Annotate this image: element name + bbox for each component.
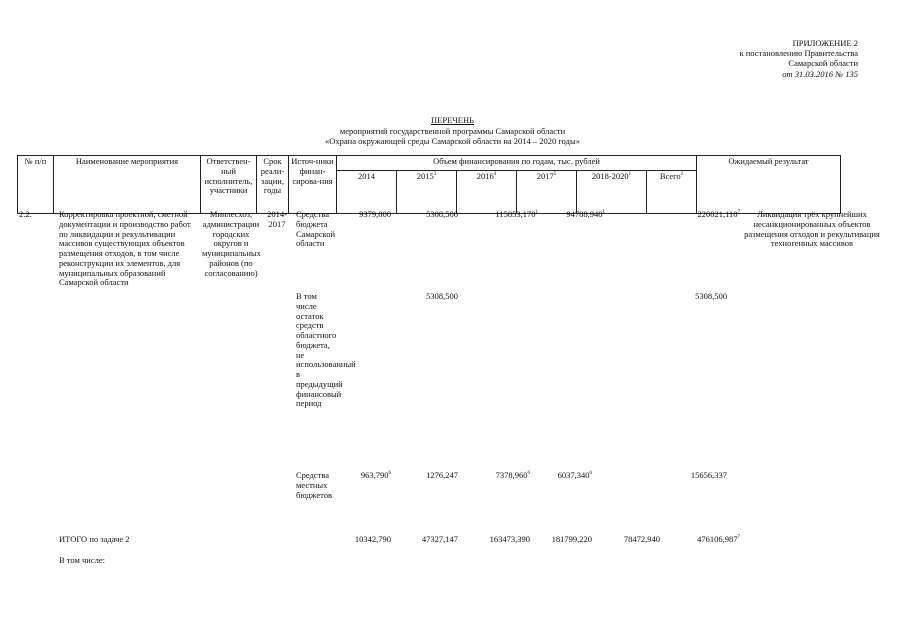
heading-subtitle: мероприятий государственной программы Самарской области <box>339 125 566 136</box>
heading-title: ПЕРЕЧЕНЬ <box>431 115 474 125</box>
value-2016: 7378,960$^6$ <box>495 470 530 480</box>
value-2017: 6037,340$^6$ <box>557 470 592 480</box>
col-responsible-header: Ответствен-ный исполнитель, участники <box>201 156 257 214</box>
col-name-header: Наименование мероприятия <box>54 156 201 214</box>
row-responsible: Минлесхоз, администрации городских округов и муниципальных районов (по согласованию) <box>202 209 261 278</box>
value-total: 15656,337 <box>690 470 727 480</box>
col-num-header: № п/п <box>18 156 54 214</box>
funding-table-header <box>17 155 841 214</box>
source-local-budgets: Средства местных бюджетов <box>296 470 332 500</box>
appendix-line1: к постановлению Правительства <box>739 48 858 59</box>
row-term: 2014-2017 <box>267 209 287 229</box>
source-unused-remainder: В том числе остаток средств областного бюджета, не использованный в предыдущий финансовый период <box>296 291 356 409</box>
total-2017: 181799,220 <box>551 534 592 544</box>
row-expected-result: Ликвидация трёх крупнейших несанкционированных объектов размещения отходов и рекультивация техногенных массивов <box>744 209 880 249</box>
totals-label: ИТОГО по задаче 2 <box>59 534 130 544</box>
total-2018-2020: 78472,940 <box>623 534 660 544</box>
col-term-header: Срок реали-зации, годы <box>257 156 289 214</box>
value-2016: 115853,170$^1$ <box>495 209 538 219</box>
value-2017: 94788,940$^1$ <box>566 209 605 219</box>
appendix-line2: Самарской области <box>788 58 858 69</box>
value-2015: 5308,500 <box>426 209 458 219</box>
col-2015-header: 2015$^3$ <box>397 171 457 214</box>
col-2016-header: 2016$^4$ <box>457 171 517 214</box>
row-num: 2.2. <box>19 209 32 219</box>
value-total: 5308,500 <box>695 291 727 301</box>
col-total-header: Всего$^2$ <box>647 171 697 214</box>
source-regional-budget: Средства бюджета Самарской области <box>296 209 336 249</box>
value-total: 220021,110$^7$ <box>697 209 740 219</box>
including-label: В том числе: <box>59 555 105 565</box>
heading-program: «Охрана окружающей среды Самарской области на 2014 – 2020 годы» <box>325 136 580 147</box>
value-2014: 9379,000 <box>359 209 391 219</box>
total-2014: 10342,790 <box>354 534 391 544</box>
col-2018-2020-header: 2018-2020$^1$ <box>577 171 647 214</box>
total-2016: 163473,390 <box>489 534 530 544</box>
appendix-block <box>658 38 858 79</box>
col-source-header: Источ-ники финан-сирова-ния <box>289 156 337 214</box>
row-name: Корректировка проектной, сметной документации и производство работ по ликвидации и рекультивации массивов существующих объектов размещения отходов, в том числе реконструкции их элементов, для муниципальных образований Самарской области <box>59 209 191 288</box>
value-2015: 1276,247 <box>426 470 458 480</box>
total-2015: 47327,147 <box>421 534 458 544</box>
col-funding-header: Объем финансирования по годам, тыс. рублей <box>337 156 697 171</box>
document-heading <box>0 115 905 147</box>
appendix-title: ПРИЛОЖЕНИЕ 2 <box>792 38 858 48</box>
total-grand: 476106,987$^7$ <box>697 534 740 544</box>
col-2017-header: 2017$^5$ <box>517 171 577 214</box>
appendix-date-number: от 31.03.2016 № 135 <box>782 68 858 79</box>
value-2015: 5308,500 <box>426 291 458 301</box>
col-result-header: Ожидаемый результат <box>697 156 841 214</box>
col-2014-header: 2014 <box>337 171 397 214</box>
value-2014: 963,790$^6$ <box>360 470 391 480</box>
